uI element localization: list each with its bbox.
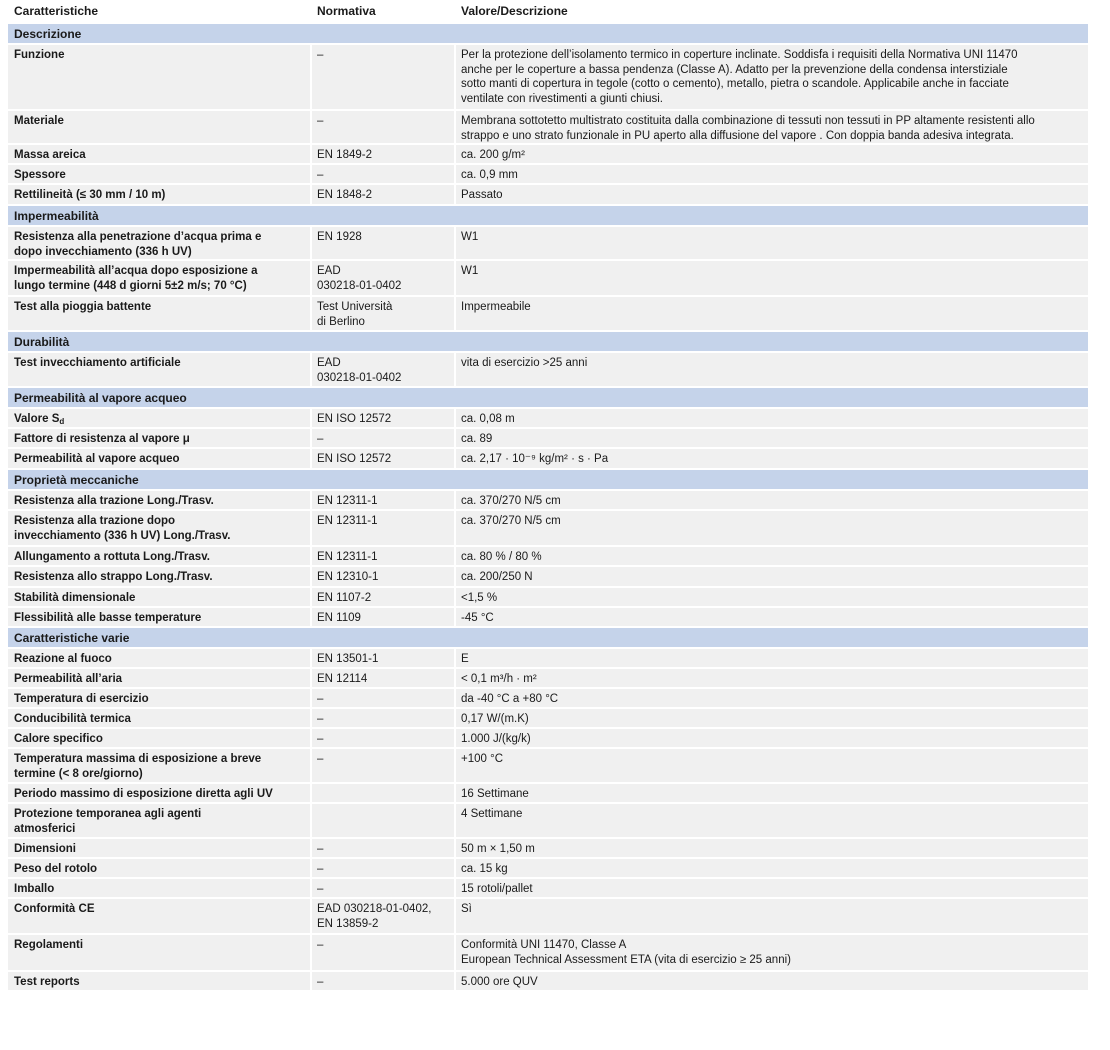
table-row: [8, 165, 1088, 183]
column-divider: [454, 547, 456, 565]
characteristic-label: Resistenza alla penetrazione d’acqua prima e dopo invecchiamento (336 h UV): [14, 231, 262, 258]
column-divider: [310, 608, 312, 626]
column-divider: [310, 449, 312, 468]
column-divider: [454, 784, 456, 802]
characteristic-label: Calore specifico: [14, 733, 103, 745]
row-characteristic: [14, 732, 304, 747]
row-value: Sì: [461, 903, 472, 915]
row-characteristic: [14, 168, 304, 183]
characteristic-label: Stabilità dimensionale: [14, 592, 136, 604]
characteristic-subscript: d: [59, 417, 65, 426]
table-row: [8, 145, 1088, 163]
row-value: da -40 °C a +80 °C: [461, 693, 559, 705]
column-divider: [454, 429, 456, 447]
table-row: [8, 297, 1088, 330]
row-characteristic: [14, 611, 304, 626]
characteristic-label: Protezione temporanea agli agenti atmosferici: [14, 808, 202, 835]
row-characteristic: [14, 672, 304, 687]
characteristic-label: Valore S: [14, 413, 60, 425]
column-divider: [454, 879, 456, 897]
row-value: ca. 2,17 · 10⁻⁹ kg/m² · s · Pa: [461, 453, 609, 465]
column-divider: [454, 588, 456, 606]
row-value: ca. 0,9 mm: [461, 169, 518, 181]
column-divider: [454, 145, 456, 163]
column-divider: [454, 935, 456, 970]
column-divider: [454, 669, 456, 687]
column-divider: [310, 749, 312, 782]
table-row: [8, 353, 1088, 386]
row-characteristic: [14, 494, 304, 509]
row-characteristic: [14, 652, 304, 667]
row-standard: EAD 030218-01-0402: [317, 357, 402, 384]
column-divider: [310, 899, 312, 933]
column-divider: [454, 227, 456, 259]
table-row: [8, 511, 1088, 545]
row-value: ca. 89: [461, 433, 493, 445]
column-divider: [454, 689, 456, 707]
row-standard: –: [317, 753, 324, 765]
characteristic-label: Fattore di resistenza al vapore μ: [14, 433, 190, 445]
characteristic-label: Test alla pioggia battente: [14, 301, 152, 313]
row-standard: EN 1849-2: [317, 149, 372, 161]
row-standard: EN 12311-1: [317, 551, 378, 563]
row-value: ca. 80 % / 80 %: [461, 551, 542, 563]
row-standard: EN ISO 12572: [317, 453, 392, 465]
row-standard: –: [317, 713, 324, 725]
row-standard: EN 1109: [317, 612, 361, 624]
column-divider: [310, 859, 312, 877]
table-row: [8, 972, 1088, 990]
row-standard: EN 12114: [317, 673, 368, 685]
row-value: ca. 370/270 N/5 cm: [461, 495, 561, 507]
row-characteristic: [14, 882, 304, 897]
column-divider: [454, 729, 456, 747]
section-title: Durabilità: [14, 335, 70, 349]
row-standard: –: [317, 863, 324, 875]
row-value: Per la protezione dell’isolamento termico in coperture inclinate. Soddisfa i requisiti della Normativa UNI 11470 anche per le coperture a bassa pendenza (Classe A). Adatto per la prevenzione della condensa interstiziale sotto manti di copertura in tegole (cotto o cemento), metallo, pietra o scandole. Applicabile anche in facciate ventilate con rivestimenti a giunti chiusi.: [461, 49, 1018, 105]
column-divider: [310, 669, 312, 687]
row-standard: EN 1107-2: [317, 592, 372, 604]
column-divider: [310, 353, 312, 386]
characteristic-label: Regolamenti: [14, 939, 84, 951]
row-standard: EN 1928: [317, 231, 362, 243]
column-divider: [310, 145, 312, 163]
column-divider: [454, 45, 456, 109]
row-value: 50 m × 1,50 m: [461, 843, 535, 855]
table-row: [8, 227, 1088, 259]
table-row: [8, 709, 1088, 727]
characteristic-label: Reazione al fuoco: [14, 653, 112, 665]
row-characteristic: [14, 230, 304, 259]
row-value: 15 rotoli/pallet: [461, 883, 533, 895]
row-characteristic: [14, 356, 304, 371]
section-header: [8, 388, 1088, 407]
row-standard: EN 1848-2: [317, 189, 372, 201]
section-title: Permeabilità al vapore acqueo: [14, 391, 187, 405]
characteristic-label: Conformità CE: [14, 903, 95, 915]
section-header: [8, 206, 1088, 225]
table-row: [8, 111, 1088, 143]
row-characteristic: [14, 412, 304, 430]
section-header: [8, 24, 1088, 43]
table-header: [0, 0, 1110, 22]
characteristic-label: Temperatura massima di esposizione a breve termine (< 8 ore/giorno): [14, 753, 262, 780]
table-row: [8, 261, 1088, 295]
row-characteristic: [14, 300, 304, 315]
row-standard: EN 12310-1: [317, 571, 379, 583]
row-standard: –: [317, 883, 324, 895]
table-row: [8, 588, 1088, 606]
row-value: W1: [461, 265, 479, 277]
row-characteristic: [14, 48, 304, 63]
column-divider: [310, 297, 312, 330]
characteristic-label: Resistenza allo strappo Long./Trasv.: [14, 571, 213, 583]
column-divider: [310, 511, 312, 545]
table-row: [8, 649, 1088, 667]
section-title: Impermeabilità: [14, 209, 99, 223]
row-value: vita di esercizio >25 anni: [461, 357, 588, 369]
column-divider: [310, 879, 312, 897]
characteristic-label: Permeabilità all’aria: [14, 673, 123, 685]
column-divider: [310, 839, 312, 857]
column-divider: [454, 859, 456, 877]
section-header: [8, 470, 1088, 489]
column-divider: [454, 449, 456, 468]
column-divider: [454, 709, 456, 727]
row-characteristic: [14, 432, 304, 447]
row-value: Membrana sottotetto multistrato costituita dalla combinazione di tessuti non tessuti in PP altamente resistenti allo strappo e uno strato funzionale in PU aperto alla diffusione del vapore . Con doppia banda adesiva integrata.: [461, 115, 1035, 142]
column-divider: [310, 729, 312, 747]
table-row: [8, 804, 1088, 837]
column-divider: [310, 165, 312, 183]
table-row: [8, 729, 1088, 747]
column-divider: [454, 297, 456, 330]
row-characteristic: [14, 752, 304, 781]
row-characteristic: [14, 862, 304, 877]
table-row: [8, 409, 1088, 427]
column-divider: [454, 804, 456, 837]
row-value: Passato: [461, 189, 503, 201]
row-characteristic: [14, 807, 304, 836]
table-row: [8, 45, 1088, 109]
column-divider: [454, 608, 456, 626]
row-standard: –: [317, 733, 324, 745]
row-value: +100 °C: [461, 753, 504, 765]
row-characteristic: [14, 692, 304, 707]
row-characteristic: [14, 264, 304, 293]
characteristic-label: Resistenza alla trazione dopo invecchiamento (336 h UV) Long./Trasv.: [14, 515, 231, 542]
row-value: 4 Settimane: [461, 808, 523, 820]
column-divider: [454, 839, 456, 857]
row-value: < 0,1 m³/h · m²: [461, 673, 537, 685]
column-divider: [310, 649, 312, 667]
characteristic-label: Peso del rotolo: [14, 863, 98, 875]
column-divider: [310, 429, 312, 447]
column-divider: [454, 409, 456, 427]
section-header: [8, 628, 1088, 647]
column-divider: [454, 567, 456, 586]
row-value: 1.000 J/(kg/k): [461, 733, 531, 745]
row-characteristic: [14, 975, 304, 990]
row-value: ca. 200 g/m²: [461, 149, 525, 161]
column-divider: [454, 111, 456, 143]
characteristic-label: Dimensioni: [14, 843, 76, 855]
row-value: 16 Settimane: [461, 788, 529, 800]
row-characteristic: [14, 902, 304, 917]
characteristic-label: Funzione: [14, 49, 65, 61]
row-value: ca. 0,08 m: [461, 413, 515, 425]
row-standard: –: [317, 976, 324, 988]
table-row: [8, 491, 1088, 509]
row-characteristic: [14, 148, 304, 163]
row-standard: EN 12311-1: [317, 515, 378, 527]
table-row: [8, 429, 1088, 447]
header-valore: Valore/Descrizione: [461, 4, 568, 18]
column-divider: [310, 491, 312, 509]
column-divider: [454, 899, 456, 933]
table-row: [8, 784, 1088, 802]
row-standard: –: [317, 843, 324, 855]
column-divider: [454, 511, 456, 545]
column-divider: [454, 749, 456, 782]
row-characteristic: [14, 591, 304, 606]
row-standard: EN 12311-1: [317, 495, 378, 507]
characteristic-label: Rettilineità (≤ 30 mm / 10 m): [14, 189, 166, 201]
column-divider: [310, 804, 312, 837]
row-characteristic: [14, 550, 304, 565]
row-standard: –: [317, 433, 324, 445]
table-row: [8, 749, 1088, 782]
section-header: [8, 332, 1088, 351]
characteristic-label: Imballo: [14, 883, 55, 895]
column-divider: [310, 227, 312, 259]
table-row: [8, 185, 1088, 204]
row-value: 0,17 W/(m.K): [461, 713, 529, 725]
row-characteristic: [14, 188, 304, 203]
row-value: E: [461, 653, 469, 665]
header-normativa: Normativa: [317, 4, 376, 18]
characteristic-label: Massa areica: [14, 149, 86, 161]
row-value: ca. 370/270 N/5 cm: [461, 515, 561, 527]
row-standard: EN 13501-1: [317, 653, 379, 665]
column-divider: [310, 784, 312, 802]
characteristic-label: Temperatura di esercizio: [14, 693, 149, 705]
characteristic-label: Conducibilità termica: [14, 713, 131, 725]
row-value: Impermeabile: [461, 301, 531, 313]
characteristic-label: Allungamento a rottuta Long./Trasv.: [14, 551, 210, 563]
table-row: [8, 839, 1088, 857]
table-row: [8, 608, 1088, 626]
characteristic-label: Test reports: [14, 976, 80, 988]
row-value: <1,5 %: [461, 592, 498, 604]
column-divider: [310, 261, 312, 295]
characteristic-label: Permeabilità al vapore acqueo: [14, 453, 180, 465]
row-value: Conformità UNI 11470, Classe A European Technical Assessment ETA (vita di esercizio ≥ 25 anni): [461, 939, 791, 966]
section-title: Caratteristiche varie: [14, 631, 130, 645]
section-title: Proprietà meccaniche: [14, 473, 139, 487]
column-divider: [310, 689, 312, 707]
row-value: -45 °C: [461, 612, 494, 624]
characteristic-label: Resistenza alla trazione Long./Trasv.: [14, 495, 214, 507]
table-row: [8, 899, 1088, 933]
column-divider: [310, 972, 312, 990]
column-divider: [310, 185, 312, 204]
column-divider: [454, 185, 456, 204]
row-standard: EAD 030218-01-0402: [317, 265, 402, 292]
row-characteristic: [14, 114, 304, 129]
characteristic-label: Materiale: [14, 115, 64, 127]
row-standard: –: [317, 939, 324, 951]
column-divider: [454, 972, 456, 990]
table-row: [8, 935, 1088, 970]
characteristic-label: Flessibilità alle basse temperature: [14, 612, 202, 624]
row-characteristic: [14, 570, 304, 585]
row-standard: –: [317, 169, 324, 181]
row-value: W1: [461, 231, 479, 243]
row-standard: EN ISO 12572: [317, 413, 392, 425]
row-characteristic: [14, 452, 304, 467]
spec-table: [8, 24, 1088, 992]
characteristic-label: Impermeabilità all’acqua dopo esposizione a lungo termine (448 d giorni 5±2 m/s; 70 °C): [14, 265, 258, 292]
column-divider: [454, 165, 456, 183]
row-characteristic: [14, 514, 304, 543]
column-divider: [310, 547, 312, 565]
characteristic-label: Periodo massimo di esposizione diretta agli UV: [14, 788, 273, 800]
row-standard: –: [317, 693, 324, 705]
row-value: ca. 15 kg: [461, 863, 508, 875]
table-row: [8, 859, 1088, 877]
row-standard: Test Università di Berlino: [317, 301, 393, 328]
table-row: [8, 689, 1088, 707]
row-standard: –: [317, 49, 324, 61]
column-divider: [310, 935, 312, 970]
column-divider: [454, 491, 456, 509]
row-standard: EAD 030218-01-0402, EN 13859-2: [317, 903, 432, 930]
table-row: [8, 879, 1088, 897]
table-row: [8, 449, 1088, 468]
column-divider: [454, 261, 456, 295]
characteristic-label: Test invecchiamento artificiale: [14, 357, 181, 369]
column-divider: [454, 649, 456, 667]
row-characteristic: [14, 712, 304, 727]
column-divider: [310, 709, 312, 727]
row-characteristic: [14, 938, 304, 953]
table-row: [8, 567, 1088, 586]
table-row: [8, 669, 1088, 687]
column-divider: [310, 409, 312, 427]
characteristic-label: Spessore: [14, 169, 66, 181]
row-value: 5.000 ore QUV: [461, 976, 538, 988]
header-caratteristiche: Caratteristiche: [14, 4, 99, 18]
column-divider: [310, 111, 312, 143]
row-characteristic: [14, 842, 304, 857]
column-divider: [310, 45, 312, 109]
column-divider: [310, 567, 312, 586]
row-value: ca. 200/250 N: [461, 571, 533, 583]
row-characteristic: [14, 787, 304, 802]
section-title: Descrizione: [14, 27, 82, 41]
column-divider: [454, 353, 456, 386]
column-divider: [310, 588, 312, 606]
row-standard: –: [317, 115, 324, 127]
table-row: [8, 547, 1088, 565]
